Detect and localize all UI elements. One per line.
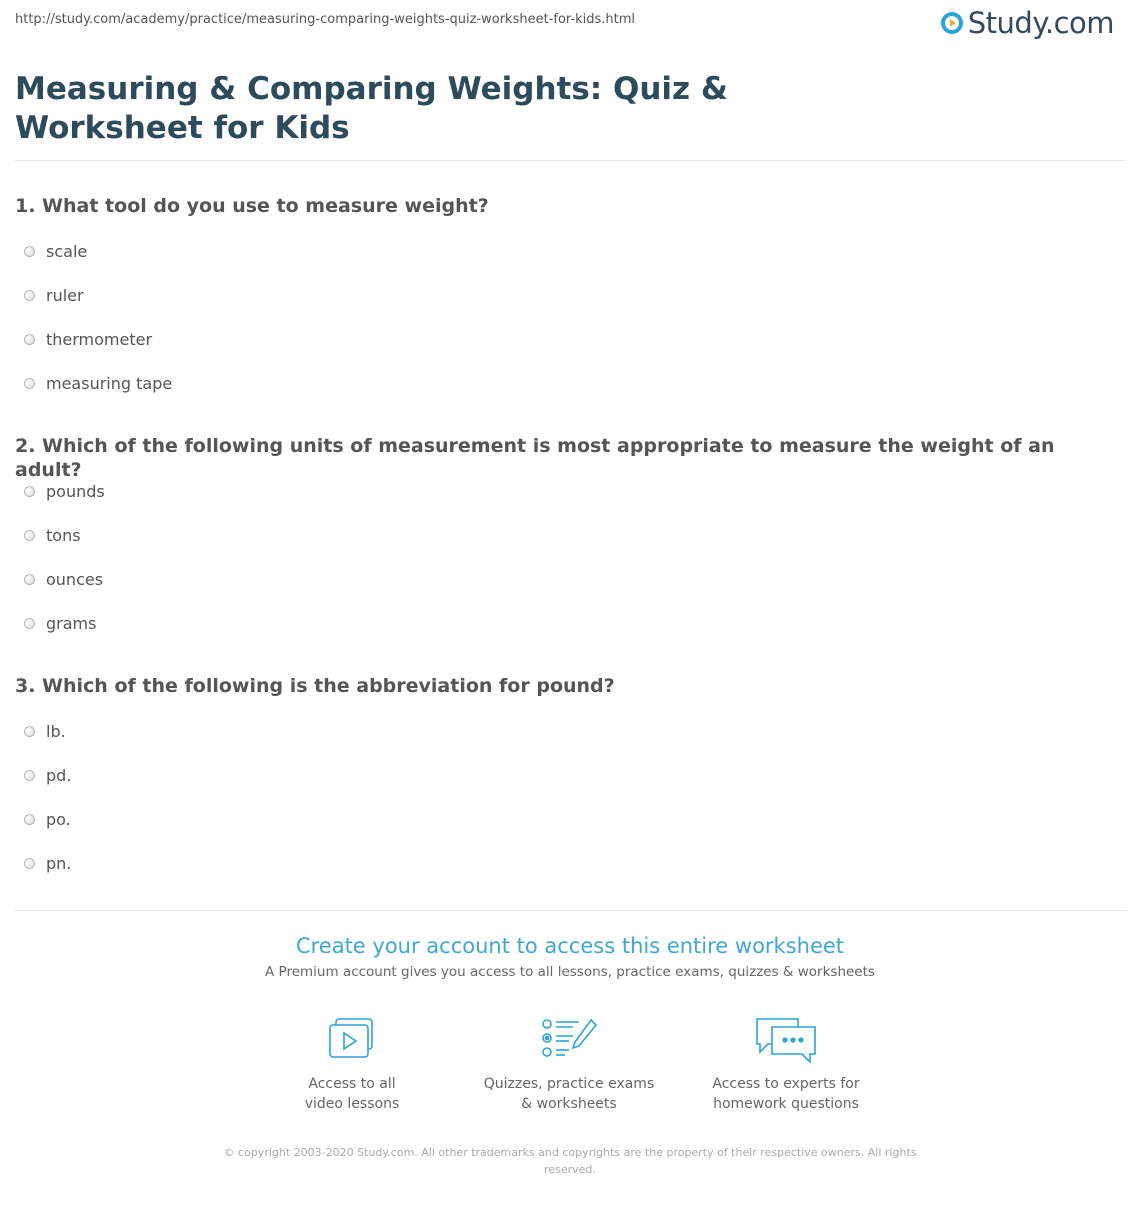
feature-experts <box>686 1016 886 1114</box>
answer-option[interactable] <box>15 601 1125 645</box>
answer-label: measuring tape <box>46 373 173 393</box>
page-url: http://study.com/academy/practice/measuring-comparing-weights-quiz-worksheet-for-kids.html <box>15 12 636 27</box>
page-title: Measuring & Comparing Weights: Quiz & Worksheet for Kids <box>15 71 728 146</box>
radio-button[interactable] <box>24 618 35 629</box>
answer-label: tons <box>46 525 81 545</box>
radio-button[interactable] <box>24 574 35 585</box>
answer-option[interactable] <box>15 709 1125 753</box>
radio-button[interactable] <box>24 726 35 737</box>
answer-label: lb. <box>46 721 66 741</box>
study-logo[interactable] <box>940 6 1114 40</box>
feature-label: Access to all video lessons <box>304 1076 400 1112</box>
answer-label: po. <box>46 809 71 829</box>
feature-label: Access to experts for homework questions <box>712 1076 860 1112</box>
feature-quizzes <box>469 1016 669 1114</box>
question-1 <box>15 194 1125 405</box>
question-2 <box>15 434 1125 645</box>
answer-option[interactable] <box>15 361 1125 405</box>
cta-link[interactable]: Create your account to access this entire worksheet <box>295 934 845 958</box>
question-text: 1. What tool do you use to measure weight? <box>15 195 489 217</box>
feature-video-lessons <box>252 1016 452 1114</box>
answer-option[interactable] <box>15 557 1125 601</box>
video-lessons-icon <box>324 1016 380 1064</box>
answer-label: thermometer <box>46 329 153 349</box>
cta-subtitle: A Premium account gives you access to all lessons, practice exams, quizzes & worksheets <box>265 964 875 980</box>
question-text: 2. Which of the following units of measurement is most appropriate to measure the weight of an adult? <box>15 435 1055 481</box>
radio-button[interactable] <box>24 486 35 497</box>
copyright-footer: © copyright 2003-2020 Study.com. All other trademarks and copyrights are the property of their respective owners. All rights reserved. <box>223 1146 917 1176</box>
answer-option[interactable] <box>15 469 1125 513</box>
radio-button[interactable] <box>24 246 35 257</box>
answer-option[interactable] <box>15 513 1125 557</box>
logo-text: Study.com <box>967 6 1114 40</box>
answer-option[interactable] <box>15 753 1125 797</box>
answer-label: ounces <box>46 569 104 589</box>
answer-option[interactable] <box>15 797 1125 841</box>
radio-button[interactable] <box>24 814 35 825</box>
radio-button[interactable] <box>24 334 35 345</box>
answer-label: grams <box>46 613 97 633</box>
answer-label: pn. <box>46 853 72 873</box>
radio-button[interactable] <box>24 378 35 389</box>
answer-option[interactable] <box>15 841 1125 885</box>
radio-button[interactable] <box>24 770 35 781</box>
answer-label: scale <box>46 241 88 261</box>
quiz-checklist-icon <box>539 1016 599 1064</box>
answer-label: ruler <box>46 285 84 305</box>
answer-label: pounds <box>46 481 105 501</box>
divider <box>15 160 1125 161</box>
question-3 <box>15 674 1125 885</box>
answer-option[interactable] <box>15 317 1125 361</box>
feature-label: Quizzes, practice exams & worksheets <box>483 1076 655 1112</box>
answer-option[interactable] <box>15 273 1125 317</box>
divider <box>15 910 1125 911</box>
radio-button[interactable] <box>24 530 35 541</box>
question-text: 3. Which of the following is the abbreviation for pound? <box>15 675 615 697</box>
play-logo-icon <box>940 11 964 35</box>
radio-button[interactable] <box>24 290 35 301</box>
answer-label: pd. <box>46 765 72 785</box>
radio-button[interactable] <box>24 858 35 869</box>
chat-experts-icon <box>754 1016 818 1064</box>
answer-option[interactable] <box>15 229 1125 273</box>
